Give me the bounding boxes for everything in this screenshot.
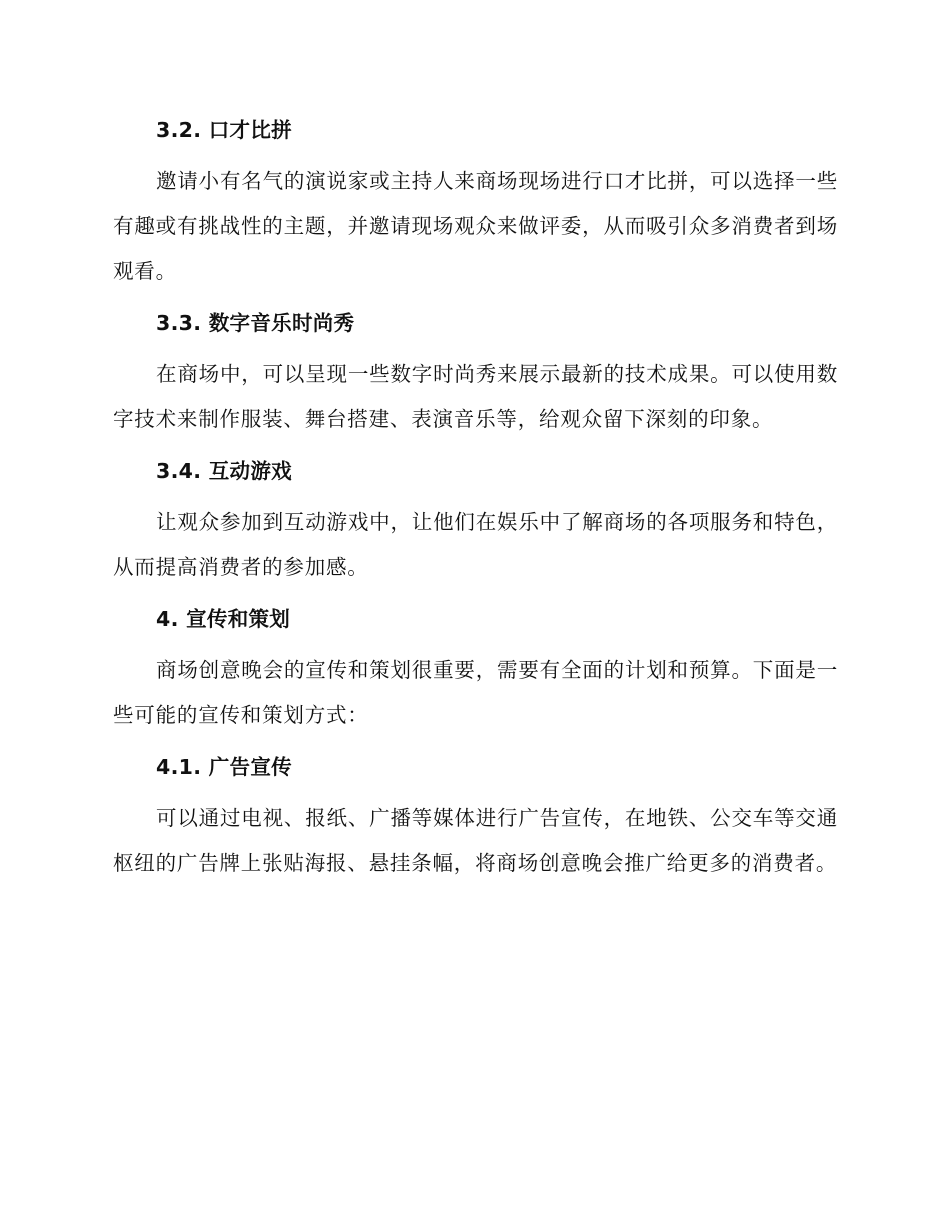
section-paragraph-4: 商场创意晚会的宣传和策划很重要，需要有全面的计划和预算。下面是一些可能的宣传和策划方式： (113, 658, 838, 727)
section-paragraph-3-3: 在商场中，可以呈现一些数字时尚秀来展示最新的技术成果。可以使用数字技术来制作服装、舞台搭建、表演音乐等，给观众留下深刻的印象。 (113, 362, 838, 431)
section-heading-3-3: 3.3. 数字音乐时尚秀 (156, 311, 355, 335)
section-paragraph-3-4: 让观众参加到互动游戏中，让他们在娱乐中了解商场的各项服务和特色，从而提高消费者的参加感。 (113, 510, 838, 579)
section-heading-3-2: 3.2. 口才比拼 (156, 118, 292, 142)
section-paragraph-3-2: 邀请小有名气的演说家或主持人来商场现场进行口才比拼，可以选择一些有趣或有挑战性的主题，并邀请现场观众来做评委，从而吸引众多消费者到场观看。 (113, 169, 838, 283)
section-heading-3-4: 3.4. 互动游戏 (156, 459, 292, 483)
section-paragraph-4-1: 可以通过电视、报纸、广播等媒体进行广告宣传，在地铁、公交车等交通枢纽的广告牌上张贴海报、悬挂条幅，将商场创意晚会推广给更多的消费者。 (113, 806, 838, 875)
section-heading-4: 4. 宣传和策划 (156, 607, 291, 631)
section-heading-4-1: 4.1. 广告宣传 (156, 755, 292, 779)
